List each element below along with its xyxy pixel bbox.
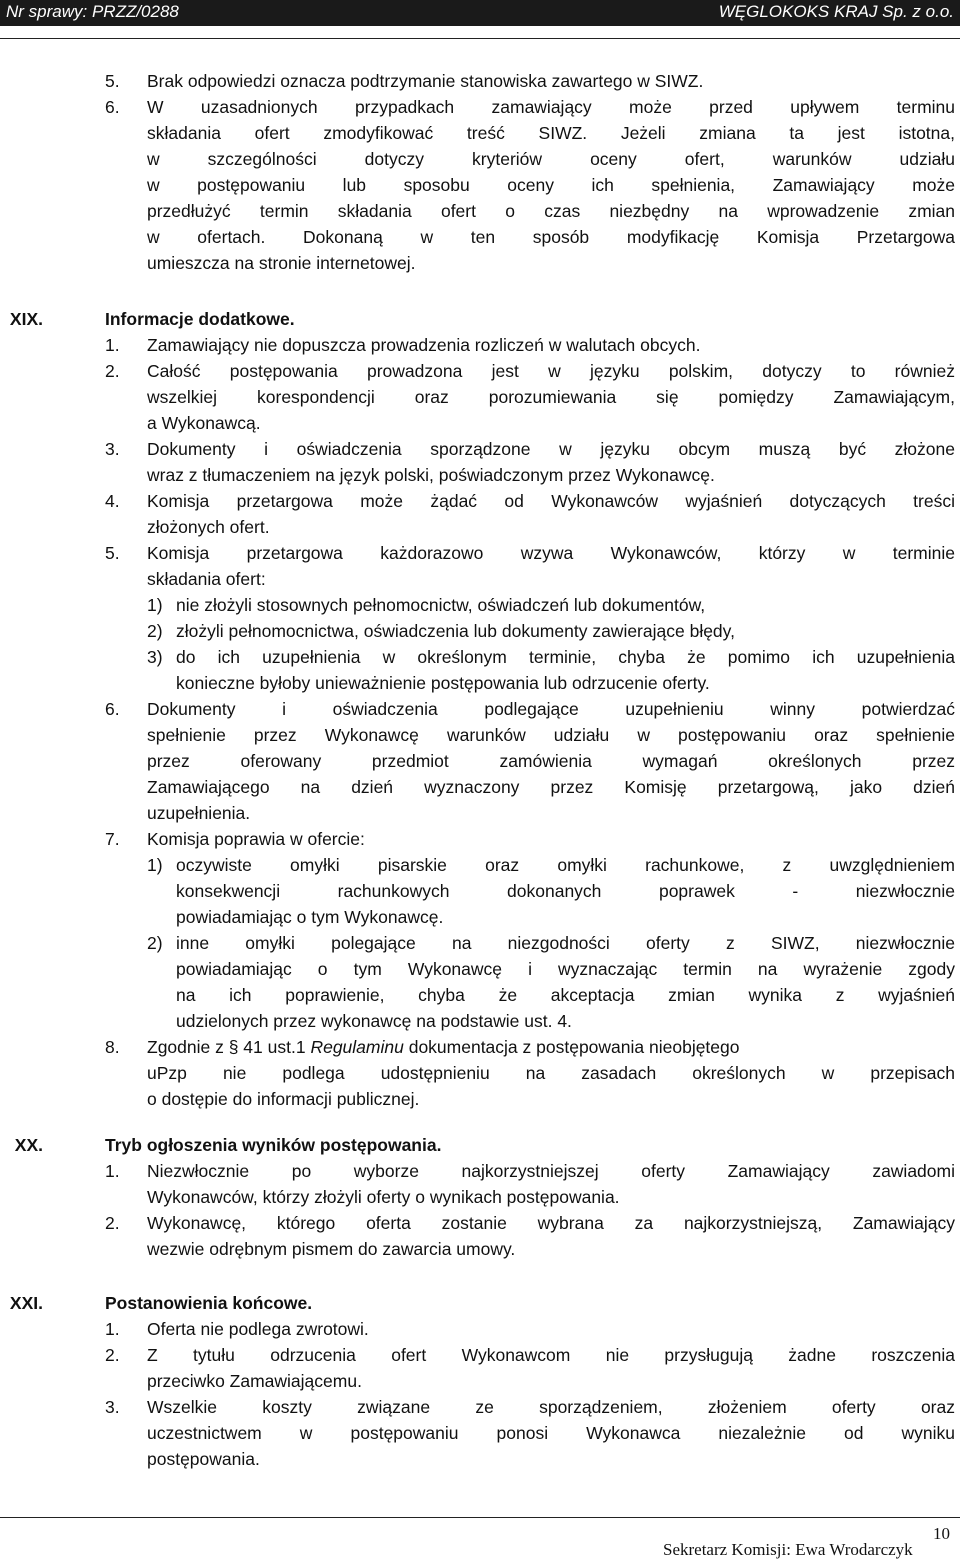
paragraph-line: Komisja przetargowa każdorazowo wzywa Wykonawców, którzy w terminie — [147, 543, 955, 563]
paragraph-line: przeciwko Zamawiającemu. — [147, 1371, 362, 1391]
paragraph-line: W uzasadnionych przypadkach zamawiający może przed upływem terminu — [147, 97, 955, 117]
paragraph-line: Komisja przetargowa może żądać od Wykonawców wyjaśnień dotyczących treści — [147, 491, 955, 511]
header-rule — [0, 38, 960, 39]
paragraph-line: postępowania. — [147, 1449, 260, 1469]
paragraph-line: wezwie odrębnym pismem do zawarcia umowy. — [147, 1239, 516, 1259]
paragraph-line: Wszelkie koszty związane ze sporządzeniem, złożeniem oferty oraz — [147, 1397, 955, 1417]
item-number: 1. — [105, 1161, 120, 1181]
paragraph-line: oczywiste omyłki pisarskie oraz omyłki rachunkowe, z uwzględnieniem — [176, 855, 955, 875]
item-number: 3. — [105, 439, 120, 459]
paragraph-line: na ich poprawienie, chyba że akceptacja zmian wynika z wyjaśnień — [176, 985, 955, 1005]
paragraph-line: nie złożyli stosownych pełnomocnictw, oświadczeń lub dokumentów, — [176, 595, 706, 615]
footer-rule — [0, 1517, 960, 1518]
case-number: Nr sprawy: PRZZ/0288 — [6, 2, 179, 21]
paragraph-line: Niezwłocznie po wyborze najkorzystniejszej oferty Zamawiający zawiadomi — [147, 1161, 955, 1181]
paragraph-line: Komisja poprawia w ofercie: — [147, 829, 365, 849]
subitem-number: 3) — [147, 647, 163, 667]
subitem-number: 2) — [147, 933, 163, 953]
paragraph-line: powiadamiając o tym Wykonawcę. — [176, 907, 444, 927]
paragraph-line: wraz z tłumaczeniem na język polski, poświadczonym przez Wykonawcę. — [147, 465, 715, 485]
section-title: Informacje dodatkowe. — [105, 309, 295, 329]
item-number: 3. — [105, 1397, 120, 1417]
paragraph-line: konieczne byłoby unieważnienie postępowania lub odrzucenie oferty. — [176, 673, 710, 693]
paragraph-line: Całość postępowania prowadzona jest w języku polskim, dotyczy to również — [147, 361, 955, 381]
paragraph-line: powiadamiając o tym Wykonawcę i wyznaczając termin na wyrażenie zgody — [176, 959, 955, 979]
section-number: XX. — [14, 1135, 43, 1155]
item-number: 2. — [105, 361, 120, 381]
paragraph-line: składania ofert: — [147, 569, 266, 589]
page-header — [0, 0, 960, 26]
paragraph-line: Oferta nie podlega zwrotowi. — [147, 1319, 369, 1339]
paragraph-line: Dokumenty i oświadczenia podlegające uzupełnieniu winny potwierdzać — [147, 699, 955, 719]
page-number: 10 — [933, 1524, 950, 1543]
paragraph-line: uczestnictwem w postępowaniu ponosi Wykonawca niezależnie od wyniku — [147, 1423, 955, 1443]
paragraph-line: umieszcza na stronie internetowej. — [147, 253, 416, 273]
paragraph-line: Wykonawców, którzy złożyli oferty o wynikach postępowania. — [147, 1187, 620, 1207]
section-title: Postanowienia końcowe. — [105, 1293, 313, 1313]
paragraph-line: Dokumenty i oświadczenia sporządzone w języku obcym muszą być złożone — [147, 439, 955, 459]
subitem-number: 2) — [147, 621, 163, 641]
paragraph-line: przez oferowany przedmiot zamówienia wymagań określonych przez — [147, 751, 955, 771]
item-number: 5. — [105, 543, 120, 563]
italic-text-run: Regulaminu — [310, 1037, 404, 1057]
paragraph-line: do ich uzupełnienia w określonym terminie, chyba że pomimo ich uzupełnienia — [176, 647, 955, 667]
paragraph-line: złożonych ofert. — [147, 517, 270, 537]
item-number: 1. — [105, 1319, 120, 1339]
paragraph-line: Brak odpowiedzi oznacza podtrzymanie stanowiska zawartego w SIWZ. — [147, 71, 704, 91]
company-name: WĘGLOKOKS KRAJ Sp. z o.o. — [718, 2, 954, 21]
item-number: 1. — [105, 335, 120, 355]
text-run: Zgodnie z § 41 ust.1 — [147, 1037, 311, 1057]
item-number: 2. — [105, 1345, 120, 1365]
section-number: XIX. — [9, 309, 43, 329]
paragraph-line: w szczególności dotyczy kryteriów oceny ofert, warunków udziału — [147, 149, 955, 169]
paragraph-line: uPzp nie podlega udostępnieniu na zasadach określonych w przepisach — [147, 1063, 955, 1083]
paragraph-line: wszelkiej korespondencji oraz porozumiewania się pomiędzy Zamawiającym, — [147, 387, 955, 407]
paragraph-line: złożyli pełnomocnictwa, oświadczenia lub dokumenty zawierające błędy, — [176, 621, 735, 641]
paragraph-line: w postępowaniu lub sposobu oceny ich spełnienia, Zamawiający może — [147, 175, 955, 195]
item-number: 6. — [105, 97, 120, 117]
paragraph-line: spełnienie przez Wykonawcę warunków udziału w postępowaniu oraz spełnienie — [147, 725, 955, 745]
item-number: 2. — [105, 1213, 120, 1233]
paragraph-line: Wykonawcę, którego oferta zostanie wybrana za najkorzystniejszą, Zamawiający — [147, 1213, 955, 1233]
paragraph-line: inne omyłki polegające na niezgodności oferty z SIWZ, niezwłocznie — [176, 933, 955, 953]
paragraph-line: przedłużyć termin składania ofert o czas niezbędny na wprowadzenie zmian — [147, 201, 955, 221]
paragraph-line: Zamawiającego na dzień wyznaczony przez Komisję przetargową, jako dzień — [147, 777, 955, 797]
paragraph-line: udzielonych przez wykonawcę na podstawie ust. 4. — [176, 1011, 572, 1031]
item-number: 4. — [105, 491, 120, 511]
section-number: XXI. — [9, 1293, 43, 1313]
paragraph-line: w ofertach. Dokonaną w ten sposób modyfikację Komisja Przetargowa — [147, 227, 955, 247]
paragraph-line: uzupełnienia. — [147, 803, 251, 823]
paragraph-line — [147, 1034, 955, 1060]
text-run: dokumentacja z postępowania nieobjętego — [403, 1037, 740, 1057]
item-number: 6. — [105, 699, 120, 719]
paragraph-line: o dostępie do informacji publicznej. — [147, 1089, 420, 1109]
subitem-number: 1) — [147, 855, 163, 875]
paragraph-line: a Wykonawcą. — [147, 413, 261, 433]
paragraph-line: Z tytułu odrzucenia ofert Wykonawcom nie przysługują żadne roszczenia — [147, 1345, 955, 1365]
footer-signature: Sekretarz Komisji: Ewa Wrodarczyk — [663, 1540, 913, 1559]
item-number: 5. — [105, 71, 120, 91]
paragraph-line: składania ofert zmodyfikować treść SIWZ. Jeżeli zmiana ta jest istotna, — [147, 123, 955, 143]
item-number: 8. — [105, 1037, 120, 1057]
item-number: 7. — [105, 829, 120, 849]
subitem-number: 1) — [147, 595, 163, 615]
paragraph-line: Zamawiający nie dopuszcza prowadzenia rozliczeń w walutach obcych. — [147, 335, 701, 355]
paragraph-line: konsekwencji rachunkowych dokonanych poprawek - niezwłocznie — [176, 881, 955, 901]
section-title: Tryb ogłoszenia wyników postępowania. — [105, 1135, 442, 1155]
